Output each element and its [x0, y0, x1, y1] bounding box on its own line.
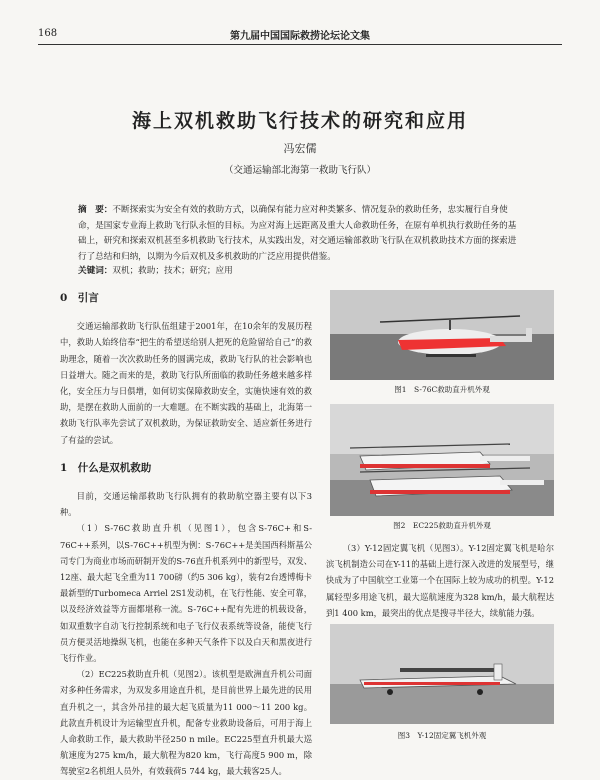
section-heading: 1 什么是双机救助	[60, 461, 152, 474]
abstract	[78, 203, 522, 265]
paragraph: 目前，交通运输部救助飞行队拥有的救助航空器主要有以下3种。	[60, 491, 312, 518]
keywords	[78, 264, 522, 276]
paragraph: （3）Y-12固定翼飞机（见图3）。Y-12固定翼飞机是哈尔滨飞机制造公司在Y-11的基础上进行深入改进的发展型号，继快成为了中国航空工业第一个在国际上较为成功的机型。Y-12属轻型多用途飞机，最大巡航速度为328 km/h，最大航程达到1 400 km，最突出的优点是搜寻半径大，续航能力强。	[326, 543, 554, 618]
section-heading: 0 引言	[60, 292, 99, 304]
figure-1-photo	[330, 290, 554, 380]
affiliation: （交通运输部北海第一救助飞行队）	[223, 165, 376, 176]
figure-caption: 图2 EC225救助直升机外观	[393, 521, 491, 530]
author: 冯宏儒	[283, 142, 317, 155]
figure-2-photo	[330, 404, 554, 516]
figure-3-photo	[330, 624, 554, 724]
paragraph: （1）S-76C救助直升机（见图1），包含S-76C+和S-76C++系列，以S-76C++机型为例：S-76C++是美国西科斯基公司专门为商业市场而研制开发的S-76直升机系列中的新型号，双发、12座、最大起飞全重为11 700磅（约5 306 kg），装有2台透博梅卡最新型的Turbomeca Arriel 2S1发动机，在飞行性能、安全可靠，以及经济效益等方面都堪称一流。S-76C++配有先进的机载设备，如双重数字自动飞行控制系统和电子飞行仪表系统等设备，能使飞行员方便灵活地操纵飞机，也能在多种天气条件下以及白天和黑夜进行飞行作业。	[60, 523, 312, 664]
left-column	[60, 290, 312, 780]
paragraph: 交通运输部救助飞行队伍组建于2001年，在10余年的发展历程中，救助人始终信奉“把生的希望送给别人把死的危险留给自己”的救助理念，随着一次次救助任务的圆满完成，救助飞行队的社会影响也日益增大。随之而来的是，救助飞行队所面临的救助任务越来越多样化，安全压力与日俱增，如何切实保障救助安全，实施快速有效的救助，是摆在救助人面前的一大难题。在不断实践的基础上，北海第一救助飞行队率先尝试了双机救助，为保证救助安全、适应新任务进行了有益的尝试。	[60, 321, 312, 445]
abstract-label: 摘 要：	[78, 205, 113, 215]
abstract-text: 不断探索实为安全有效的救助方式，以确保有能力应对种类繁多、情况复杂的救助任务，忠实履行自身使命，是国家专业海上救助飞行队永恒的目标。为应对海上远距离及重大人命救助任务，在原有单机执行救助任务的基础上，研究和探索双机甚至多机救助飞行技术，从实践出发，对交通运输部救助飞行队在双机救助技术方面的探索进行了总结和归纳，以期为今后双机及多机救助的广泛应用提供借鉴。	[78, 205, 517, 262]
paper-title: 海上双机救助飞行技术的研究和应用	[131, 110, 468, 132]
figure-caption: 图3 Y-12固定翼飞机外观	[397, 731, 487, 740]
page-number: 168	[38, 28, 58, 39]
journal-title: 第九届中国国际救捞论坛论文集	[230, 31, 370, 42]
keywords-label: 关键词：	[78, 266, 113, 276]
paragraph: （2）EC225救助直升机（见图2）。该机型是欧洲直升机公司面对多种任务需求，为双发多用途直升机，是目前世界上最先进的民用直升机之一，其含外吊挂的最大起飞质量为11 000～11 200 kg。此款直升机设计为运输型直升机，配备专业救助设备后，可用于海上人命救助工作，最大救助半径250 n mile。EC225型直升机最大巡航速度为275 km/h，最大航程为820 km，飞行高度5 900 m，除驾驶室2名机组人员外，有效载荷5 744 kg，最大载客25人。	[60, 669, 312, 777]
right-column	[326, 540, 554, 621]
figure-caption: 图1 S-76C救助直升机外观	[394, 385, 490, 394]
keywords-text: 双机；救助；技术；研究；应用	[112, 266, 233, 276]
running-header	[38, 26, 562, 45]
